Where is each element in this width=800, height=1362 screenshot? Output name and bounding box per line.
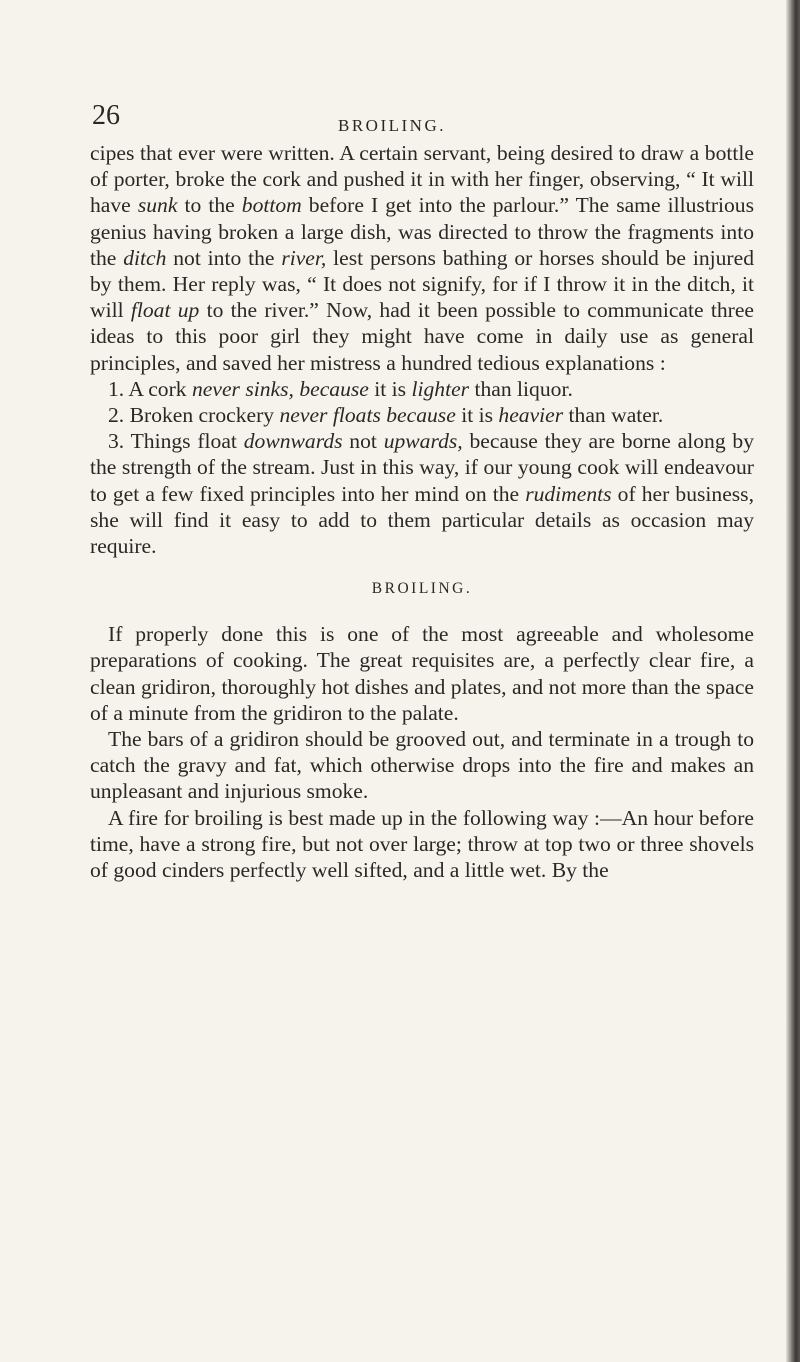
paragraph-broiling-fire: A fire for broiling is best made up in the following way :—An hour before time, have a strong fire, but not over large; throw at top two or three shovels of good cinders perfectly well sifted, and a little wet. By the <box>90 805 754 883</box>
page-binding-edge <box>786 0 800 1362</box>
section-heading-broiling: BROILING. <box>371 580 473 598</box>
principle-1: 1. A cork never sinks, because it is lighter than liquor. <box>108 376 573 401</box>
paragraph-gridiron-bars: The bars of a gridiron should be grooved out, and terminate in a trough to catch the gravy and fat, which otherwise drops into the fire and makes an unpleasant and injurious smoke. <box>90 727 754 804</box>
paragraph-broiling-intro: If properly done this is one of the most agreeable and wholesome preparations of cooking. The great requisites are, a perfectly clear fire, a clean gridiron, thoroughly hot dishes and plates, and not more than the space of a minute from the gridiron to the palate. <box>90 622 754 725</box>
principle-2: 2. Broken crockery never floats because it is heavier than water. <box>108 403 664 428</box>
paragraph-servant-anecdote: cipes that ever were written. A certain servant, being desired to draw a bottle of porter, broke the cork and pushed it in with her finger, observing, “ It will have sunk to the bottom before I get into the parlour.” The same illustrious genius having broken a large dish, was directed to throw the fragments into the ditch not into the river, lest persons bathing or horses should be injured by them. Her reply was, “ It does not signify, for if I throw it in the ditch, it will float up to the river.” Now, had it been possible to communicate three ideas to this poor girl they might have come in daily use as general principles, and saved her mistress a hundred tedious explanations : <box>90 141 755 375</box>
principle-3: 3. Things float downwards not upwards, because they are borne along by the strength of the stream. Just in this way, if our young cook will endeavour to get a few fixed principles into her mind on the rudiments of her business, she will find it easy to add to them particular details as occasion may require. <box>90 429 755 559</box>
page-number: 26 <box>92 100 120 131</box>
running-title: BROILING. <box>338 116 446 135</box>
body-text <box>90 140 754 883</box>
